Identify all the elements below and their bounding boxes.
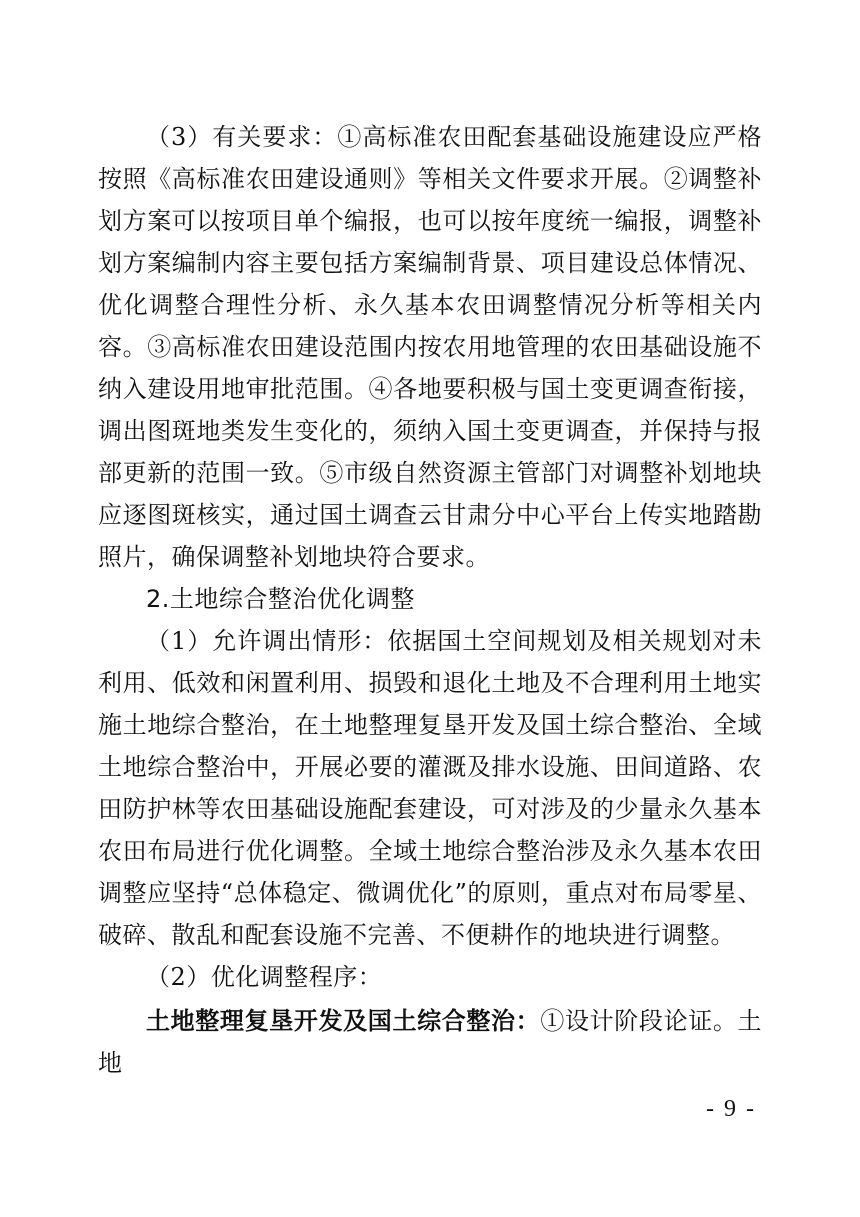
- paragraph-procedure-detail: [98, 1000, 762, 1084]
- paragraph-allowed-situations: （1）允许调出情形：依据国土空间规划及相关规划对未利用、低效和闲置利用、损毁和退化土地及不合理利用土地实施土地综合整治，在土地整理复垦开发及国土综合整治、全域土地综合整治中，开展必要的灌溉及排水设施、田间道路、农田防护林等农田基础设施配套建设，可对涉及的少量永久基本农田布局进行优化调整。全域土地综合整治涉及永久基本农田调整应坚持“总体稳定、微调优化”的原则，重点对布局零星、破碎、散乱和配套设施不完善、不便耕作的地块进行调整。: [98, 627, 762, 949]
- bold-lead-in: 土地整理复垦开发及国土综合整治：: [146, 1006, 541, 1035]
- paragraph-continuation: ①设计阶段论证。土地: [98, 1007, 763, 1077]
- paragraph-requirements: （3）有关要求：①高标准农田配套基础设施建设应严格按照《高标准农田建设通则》等相关文件要求开展。②调整补划方案可以按项目单个编报，也可以按年度统一编报，调整补划方案编制内容主要包括方案编制背景、项目建设总体情况、优化调整合理性分析、永久基本农田调整情况分析等相关内容。③高标准农田建设范围内按农用地管理的农田基础设施不纳入建设用地审批范围。④各地要积极与国土变更调查衔接，调出图斑地类发生变化的，须纳入国土变更调查，并保持与报部更新的范围一致。⑤市级自然资源主管部门对调整补划地块应逐图斑核实，通过国土调查云甘肃分中心平台上传实地踏勘照片，确保调整补划地块符合要求。: [98, 123, 762, 571]
- paragraph-procedure-title: （2）优化调整程序：: [146, 963, 383, 991]
- page-number: - 9 -: [706, 1096, 756, 1122]
- section-heading-land-consolidation: 2.土地综合整治优化调整: [146, 585, 415, 613]
